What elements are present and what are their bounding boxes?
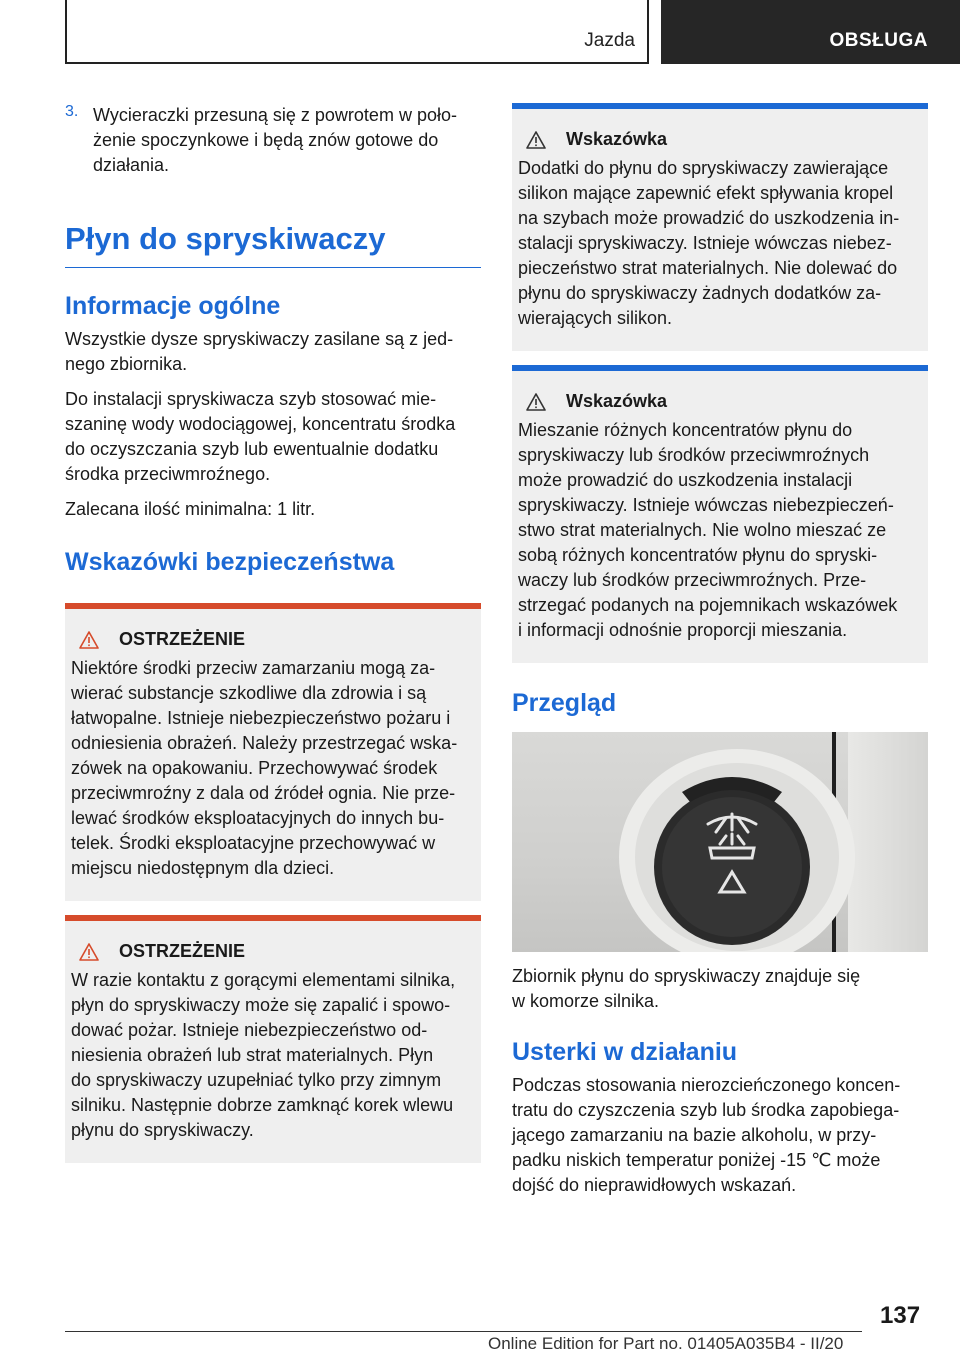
text-line: nego zbiornika. [65,354,188,374]
text-line: silikon mające zapewnić efekt spływania kropel [518,183,894,203]
text-line: strzegać podanych na pojemnikach wskazówek [518,595,898,615]
note-box-2 [512,365,928,663]
section-title-washer-fluid: Płyn do spryskiwaczy [65,221,481,268]
page-number: 137 [880,1302,921,1329]
heading-general-info: Informacje ogólne [65,292,281,320]
text-line: telek. Środki eksploatacyjne przechowywać w [71,833,436,853]
step-3 [65,103,481,178]
text-line: łatwopalne. Istnieje niebezpieczeństwo pożaru i [71,708,451,728]
text-line: W razie kontaktu z gorącymi elementami silnika, [71,970,456,990]
warning-header [71,629,475,650]
text-line: przeciwmroźny z dala od źródeł ognia. Nie prze- [71,783,456,803]
washer-reservoir-photo [512,732,928,952]
warning-box-1 [65,603,481,901]
warning-triangle-icon [79,631,99,649]
warning-triangle-icon [526,393,546,411]
note-label: Wskazówka [566,391,668,411]
text-line: do spryskiwaczy uzupełniać tylko przy zimnym [71,1070,442,1090]
text-line: zówek na opakowaniu. Przechowywać środek [71,758,438,778]
text-line: lewać środków eksploatacyjnych do innych bu- [71,808,445,828]
text-line: Do instalacji spryskiwacza szyb stosować mie- [65,389,437,409]
general-paragraph-2 [65,387,481,487]
section-title: OBSŁUGA [829,30,928,51]
text-line: środka przeciwmroźnego. [65,464,271,484]
heading-safety-notes: Wskazówki bezpieczeństwa [65,548,395,576]
header-chapter-box [65,0,649,64]
note-box-1 [512,103,928,351]
footer-edition: Online Edition for Part no. 01405A035B4 - II/20 [488,1334,844,1353]
text-line: może prowadzić do uszkodzenia instalacji [518,470,853,490]
text-line: waczy lub środków przeciwmroźnych. Prze- [518,570,867,590]
text-line: jącego zamarzaniu na bazie alkoholu, w przy- [512,1125,877,1145]
note-header [518,391,922,412]
text-line: stalacji spryskiwaczy. Istnieje wówczas niebez- [518,233,892,253]
text-line: spryskiwaczy. Istnieje wówczas niebezpieczeń- [518,495,894,515]
text-line: tratu do czyszczenia szyb lub środka zapobiega- [512,1100,900,1120]
text-line: i informacji odnośnie proporcji mieszania. [518,620,848,640]
text-line: na szybach może prowadzić do uszkodzenia in- [518,208,900,228]
note-label: Wskazówka [566,129,668,149]
text-line: wierających silikon. [518,308,673,328]
warning-triangle-icon [526,131,546,149]
left-column [65,103,481,1163]
text-line: w komorze silnika. [512,991,660,1011]
step-3-line-1: Wycieraczki przesuną się z powrotem w poło- [93,105,457,125]
step-3-line-3: działania. [93,155,170,175]
step-3-line-2: żenie spoczynkowe i będą znów gotowe do [93,130,439,150]
text-line: stwo strat materialnych. Nie wolno mieszać ze [518,520,887,540]
header-section-tab [661,0,960,64]
text-line: do oczyszczania szyb lub ewentualnie dodatku [65,439,439,459]
warning-box-2 [65,915,481,1163]
text-line: płynu do spryskiwaczy. [71,1120,254,1140]
warning-triangle-icon [79,943,99,961]
text-line: szaninę wody wodociągowej, koncentratu środka [65,414,456,434]
text-line: miejscu niedostępnym dla dzieci. [71,858,335,878]
text-line: padku niskich temperatur poniżej -15 ℃ może [512,1150,881,1170]
text-line: Mieszanie różnych koncentratów płynu do [518,420,853,440]
footer-divider [65,1331,862,1332]
text-line: silniku. Następnie dobrze zamknąć korek wlewu [71,1095,454,1115]
text-line: dojść do nieprawidłowych wskazań. [512,1175,797,1195]
right-column [512,103,928,1198]
heading-malfunctions: Usterki w działaniu [512,1038,738,1066]
text-line: płyn do spryskiwaczy może się zapalić i spowo- [71,995,451,1015]
text-line: dować pożar. Istnieje niebezpieczeństwo od- [71,1020,428,1040]
malfunctions-paragraph [512,1073,928,1198]
text-line: Niektóre środki przeciw zamarzaniu mogą za- [71,658,436,678]
text-line: Wszystkie dysze spryskiwaczy zasilane są z jed- [65,329,454,349]
text-line: niesienia obrażeń lub strat materialnych. Płyn [71,1045,434,1065]
text-line: Dodatki do płynu do spryskiwaczy zawierające [518,158,889,178]
text-line: pieczeństwo strat materialnych. Nie dolewać do [518,258,898,278]
general-paragraph-3: Zalecana ilość minimalna: 1 litr. [65,499,316,519]
photo-caption [512,964,928,1014]
warning-label: OSTRZEŻENIE [119,629,246,649]
reservoir-cap-illustration [512,732,928,952]
step-number: 3. [65,103,79,120]
warning-label: OSTRZEŻENIE [119,941,246,961]
general-paragraph-1 [65,327,481,377]
chapter-title: Jazda [584,30,635,51]
note-header [518,129,922,150]
warning-header [71,941,475,962]
text-line: Zbiornik płynu do spryskiwaczy znajduje się [512,966,861,986]
text-line: sobą różnych koncentratów płynu do spryski- [518,545,878,565]
text-line: Podczas stosowania nierozcieńczonego koncen- [512,1075,901,1095]
text-line: wierać substancje szkodliwe dla zdrowia i są [71,683,427,703]
text-line: odniesienia obrażeń. Należy przestrzegać wska- [71,733,458,753]
text-line: płynu do spryskiwaczy żadnych dodatków za- [518,283,882,303]
heading-overview: Przegląd [512,689,617,717]
text-line: spryskiwaczy lub środków przeciwmroźnych [518,445,870,465]
